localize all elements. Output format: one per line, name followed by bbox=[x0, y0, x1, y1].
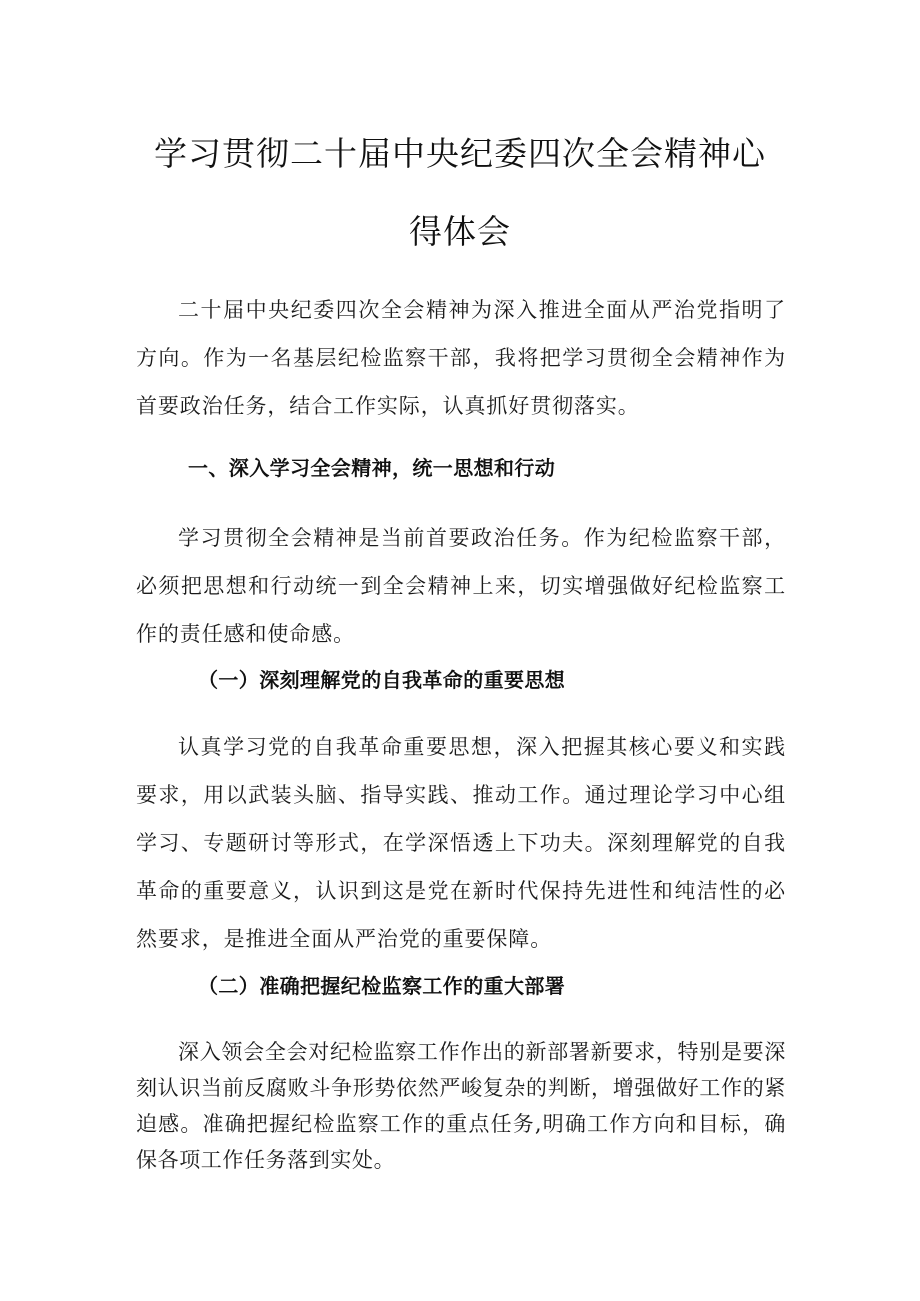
subsection-2-heading: （二）准确把握纪检监察工作的重大部署 bbox=[198, 974, 566, 998]
document-title-line-1: 学习贯彻二十届中央纪委四次全会精神心 bbox=[154, 134, 766, 173]
subsection-2-paragraph: 深入领会全会对纪检监察工作作出的新部署新要求，特别是要深刻认识当前反腐败斗争形势依然严峻复杂的判断，增强做好工作的紧迫感。准确把握纪检监察工作的重点任务,明确工作方向和目标，确保各项工作任务落到实处。 bbox=[136, 1040, 786, 1172]
subsection-1-paragraph: 认真学习党的自我革命重要思想，深入把握其核心要义和实践要求，用以武装头脑、指导实践、推动工作。通过理论学习中心组学习、专题研讨等形式，在学深悟透上下功夫。深刻理解党的自我革命的重要意义，认识到这是党在新时代保持先进性和纯洁性的必然要求，是推进全面从严治党的重要保障。 bbox=[136, 735, 786, 951]
subsection-1-heading: （一）深刻理解党的自我革命的重要思想 bbox=[198, 668, 566, 692]
section-1-heading: 一、深入学习全会精神，统一思想和行动 bbox=[188, 456, 556, 480]
intro-paragraph: 二十届中央纪委四次全会精神为深入推进全面从严治党指明了方向。作为一名基层纪检监察干部，我将把学习贯彻全会精神作为首要政治任务，结合工作实际，认真抓好贯彻落实。 bbox=[136, 298, 786, 418]
section-1-paragraph: 学习贯彻全会精神是当前首要政治任务。作为纪检监察干部，必须把思想和行动统一到全会精神上来，切实增强做好纪检监察工作的责任感和使命感。 bbox=[136, 526, 786, 646]
document-title-line-2: 得体会 bbox=[409, 212, 511, 251]
